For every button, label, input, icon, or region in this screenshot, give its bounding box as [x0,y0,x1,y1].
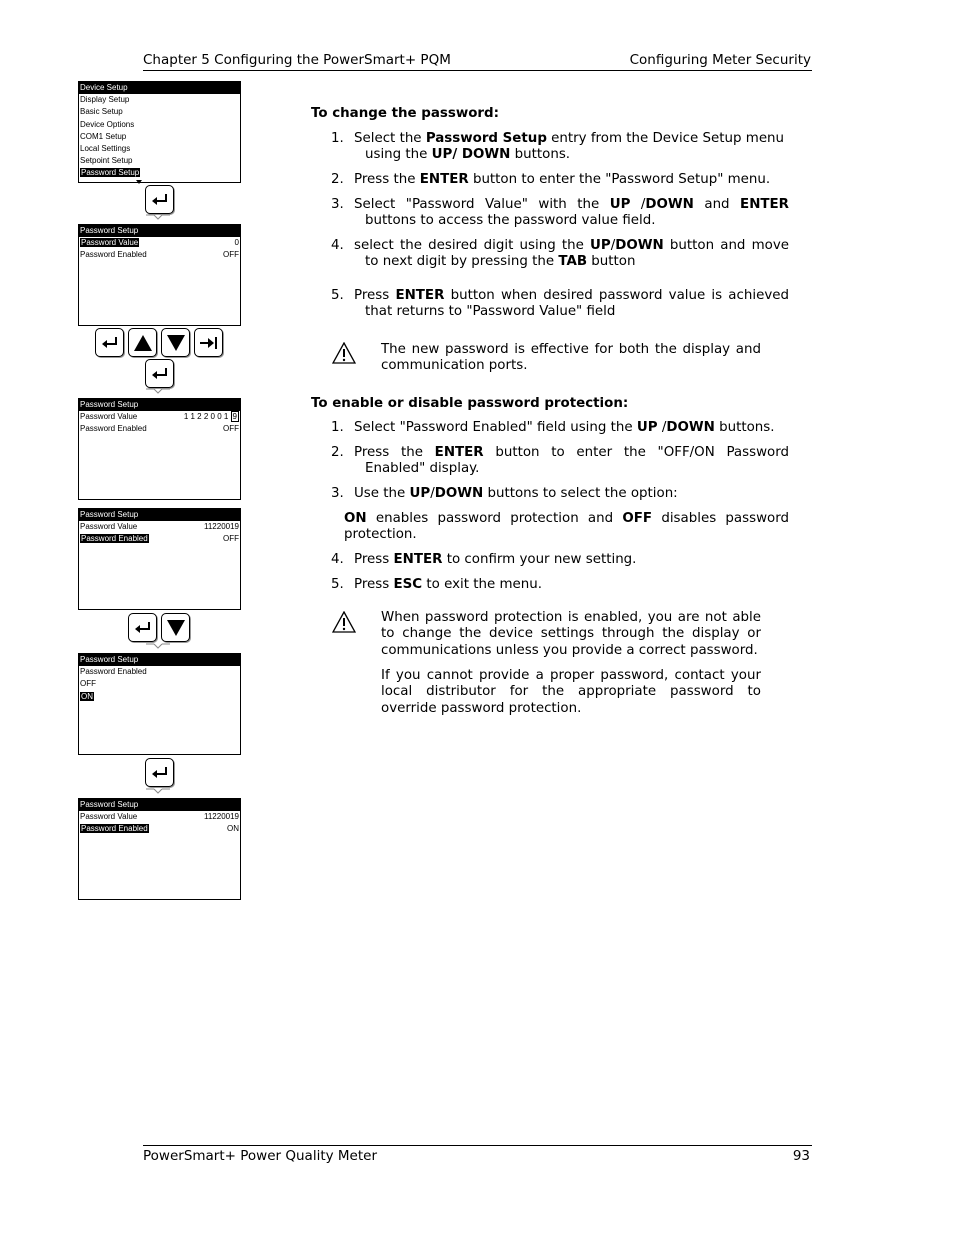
lcd-menu-item-selected: Password Setup [81,168,140,178]
tab-key-icon [194,328,223,357]
warning-triangle-icon [332,342,356,364]
step-number: 4. [331,238,344,253]
lcd-option-off: OFF [80,679,96,689]
lcd-menu-item: Device Options [80,119,135,129]
lcd-field-password-enabled: Password Enabled [81,534,148,544]
lcd-title: Password Setup [79,799,240,811]
step-number: 1. [331,420,344,435]
list-item: 4. Press ENTER to confirm your new setting. [331,552,637,567]
lcd-field-password-value: Password Value [81,238,139,248]
scroll-down-indicator-icon [136,180,142,184]
enter-key-icon [145,758,174,787]
press-indicator-icon [146,643,170,649]
header-rule [143,70,812,71]
up-arrow-key-icon [128,328,157,357]
lcd-password-enabled-on [78,798,241,900]
press-indicator-icon [146,788,170,794]
lcd-title: Password Setup [79,225,240,237]
list-item: 1. Select the Password Setup entry from the Device Setup menu using the UP/ DOWN buttons. [331,131,785,163]
running-header-chapter: Chapter 5 Configuring the PowerSmart+ PQM [143,52,451,68]
lcd-field-password-enabled: Password Enabled [80,424,147,434]
lcd-menu-item: Local Settings [80,143,131,153]
lcd-field-password-value: Password Value [80,412,138,422]
lcd-title: Password Setup [79,399,240,411]
lcd-password-setup [78,224,241,326]
lcd-value: 11220019 [204,522,239,532]
down-arrow-key-icon [161,328,190,357]
step-number: 2. [331,172,344,187]
step-number: 4. [331,552,344,567]
note-text: If you cannot provide a proper password, contact your local distributor for the appropriate password to override password protection. [381,668,761,716]
running-header-section: Configuring Meter Security [629,52,811,68]
down-arrow-key-icon [161,613,190,642]
enter-key-icon [145,359,174,388]
lcd-field-password-value: Password Value [80,522,138,532]
lcd-value: OFF [223,250,239,260]
enter-key-icon [95,328,124,357]
list-item: 2. Press the ENTER button to enter the "OFF/ON Password Enabled" display. [331,445,789,477]
page-number: 93 [792,1148,810,1164]
lcd-password-enabled-selected [78,508,241,610]
step-number: 2. [331,445,344,460]
lcd-password-editing [78,398,241,500]
lcd-digit-cursor: 9 [232,412,237,422]
lcd-value: 0 [234,238,239,248]
lcd-field-password-enabled: Password Enabled [80,250,147,260]
footer-rule [143,1145,812,1146]
enter-key-icon [128,613,157,642]
lcd-menu-item: Setpoint Setup [80,156,133,166]
lcd-menu-item: Basic Setup [80,107,123,117]
lcd-device-setup-menu [78,81,241,183]
warning-triangle-icon [332,611,356,633]
step-number: 1. [331,131,344,146]
lcd-title: Password Setup [79,654,240,666]
lcd-title: Device Setup [79,82,240,94]
note-text: The new password is effective for both the display and communication ports. [381,342,761,374]
section-heading-change-password: To change the password: [311,106,499,121]
press-indicator-icon [146,388,170,394]
step-number: 5. [331,577,344,592]
step-number: 5. [331,288,344,303]
lcd-title: Password Setup [79,509,240,521]
lcd-menu-item: COM1 Setup [80,131,127,141]
list-item: 3. Use the UP/DOWN buttons to select the option: [331,486,678,501]
list-item: 2. Press the ENTER button to enter the "Password Setup" menu. [331,172,771,187]
press-indicator-icon [146,214,170,220]
lcd-menu-item: Display Setup [80,95,130,105]
list-item: 3. Select "Password Value" with the UP /DOWN and ENTER buttons to access the password value field. [331,197,789,229]
lcd-value: 1 1 2 2 0 0 1 [183,412,229,422]
option-description: ON enables password protection and OFF disables password protection. [344,511,789,543]
enter-key-icon [145,185,174,214]
lcd-option-on: ON [81,691,93,701]
lcd-value: 11220019 [204,812,239,822]
list-item: 5. Press ENTER button when desired password value is achieved that returns to "Password Value" field [331,288,789,320]
lcd-field-password-enabled: Password Enabled [81,824,148,834]
section-heading-enable-protection: To enable or disable password protection: [311,396,629,411]
lcd-value: OFF [223,424,239,434]
note-text: When password protection is enabled, you are not able to change the device settings through the display or communications unless you provide a correct password. [381,610,761,658]
lcd-field-password-enabled: Password Enabled [80,667,147,677]
list-item: 5. Press ESC to exit the menu. [331,577,542,592]
lcd-field-password-value: Password Value [80,812,138,822]
step-number: 3. [331,486,344,501]
list-item: 4. select the desired digit using the UP/DOWN button and move to next digit by pressing the TAB button [331,238,789,270]
step-number: 3. [331,197,344,212]
lcd-value: ON [227,824,239,834]
lcd-on-off-option [78,653,241,755]
running-footer-title: PowerSmart+ Power Quality Meter [143,1148,377,1164]
list-item: 1. Select "Password Enabled" field using the UP /DOWN buttons. [331,420,775,435]
lcd-value: OFF [223,534,239,544]
